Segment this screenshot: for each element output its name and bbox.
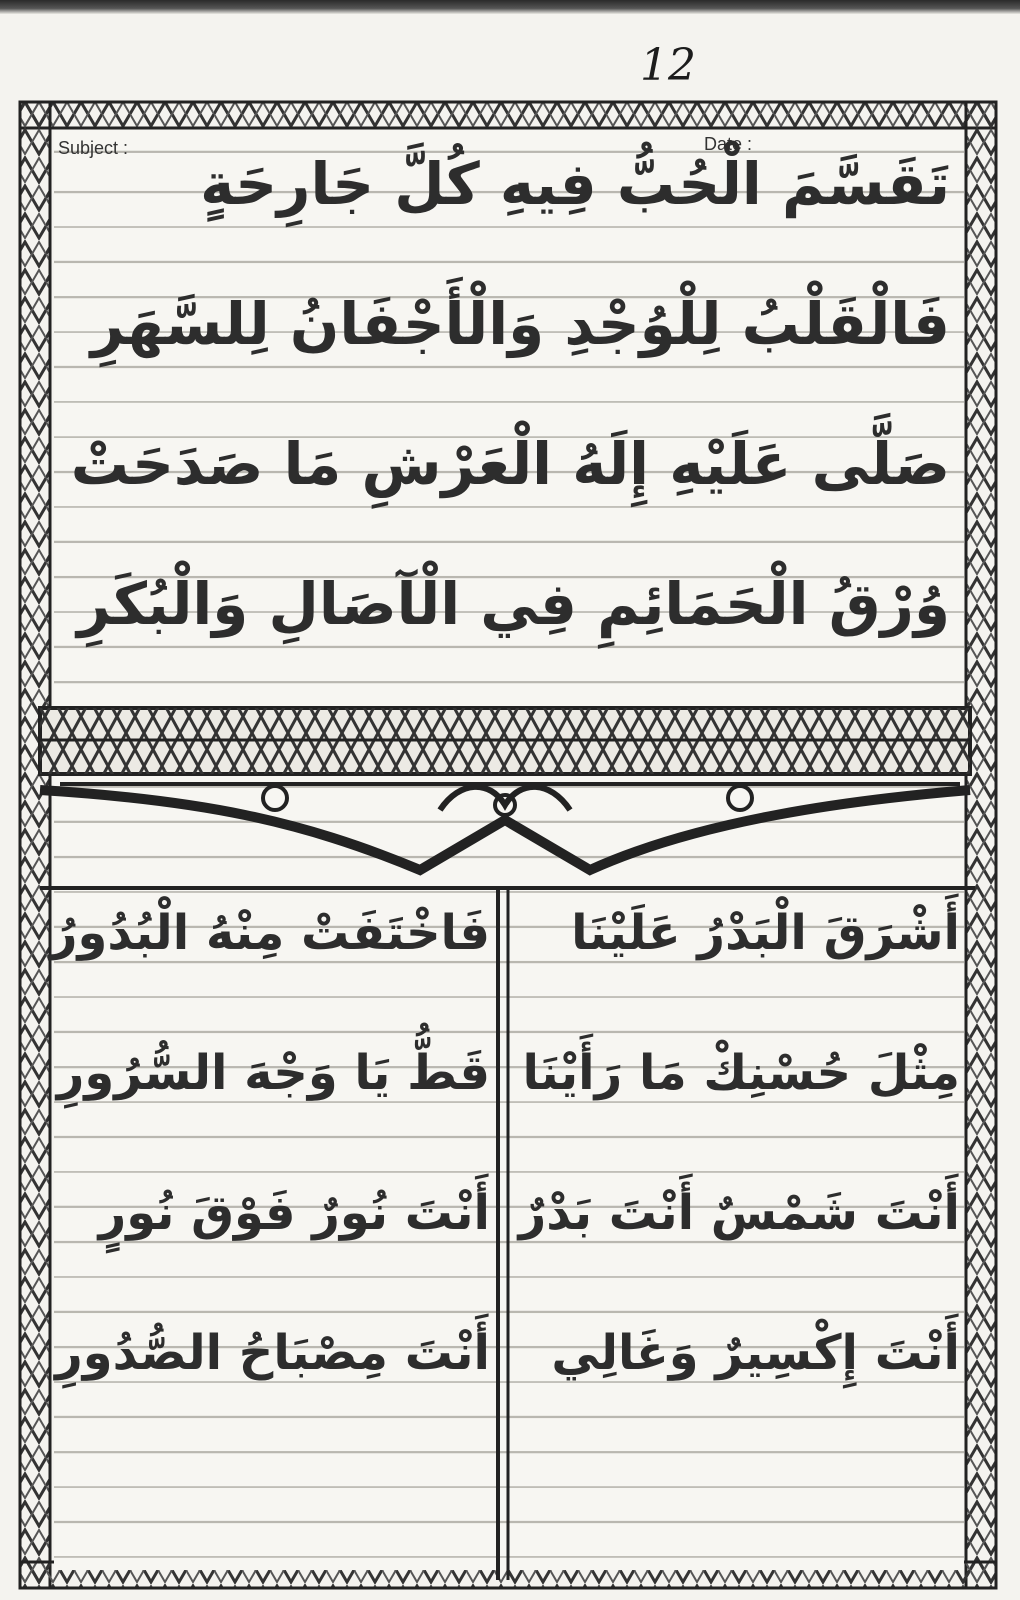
verse-line-3: صَلَّى عَلَيْهِ إِلَهُ الْعَرْشِ مَا صَدَحَتْ bbox=[70, 430, 950, 498]
subject-label: Subject : bbox=[58, 138, 129, 158]
couplet-1-left: فَاخْتَفَتْ مِنْهُ الْبُدُورُ bbox=[49, 905, 490, 961]
divider-ornament bbox=[0, 700, 1020, 900]
couplet-3-right: أَنْتَ شَمْسٌ أَنْتَ بَدْرٌ bbox=[518, 1185, 960, 1241]
verse-line-2: فَالْقَلْبُ لِلْوُجْدِ وَالْأَجْفَانُ لِلسَّهَرِ bbox=[90, 290, 950, 358]
couplet-1-right: أَشْرَقَ الْبَدْرُ عَلَيْنَا bbox=[571, 905, 960, 961]
couplet-4-right: أَنْتَ إِكْسِيرٌ وَغَالِي bbox=[551, 1325, 960, 1381]
page-number: 12 bbox=[640, 40, 696, 91]
couplet-4-left: أَنْتَ مِصْبَاحُ الصُّدُورِ bbox=[55, 1325, 490, 1381]
verse-line-4: وُرْقُ الْحَمَائِمِ فِي الْآصَالِ وَالْبُكَرِ bbox=[77, 570, 950, 638]
couplet-2-right: مِثْلَ حُسْنِكْ مَا رَأَيْنَا bbox=[522, 1045, 960, 1101]
couplet-2-left: قَطُّ يَا وَجْهَ السُّرُورِ bbox=[56, 1045, 490, 1101]
verse-line-1: تَقَسَّمَ الْحُبُّ فِيهِ كُلَّ جَارِحَةٍ bbox=[200, 150, 950, 218]
date-label: Date : bbox=[704, 134, 753, 154]
couplet-3-left: أَنْتَ نُورٌ فَوْقَ نُورٍ bbox=[98, 1185, 490, 1241]
top-dark-strip bbox=[0, 0, 1020, 14]
